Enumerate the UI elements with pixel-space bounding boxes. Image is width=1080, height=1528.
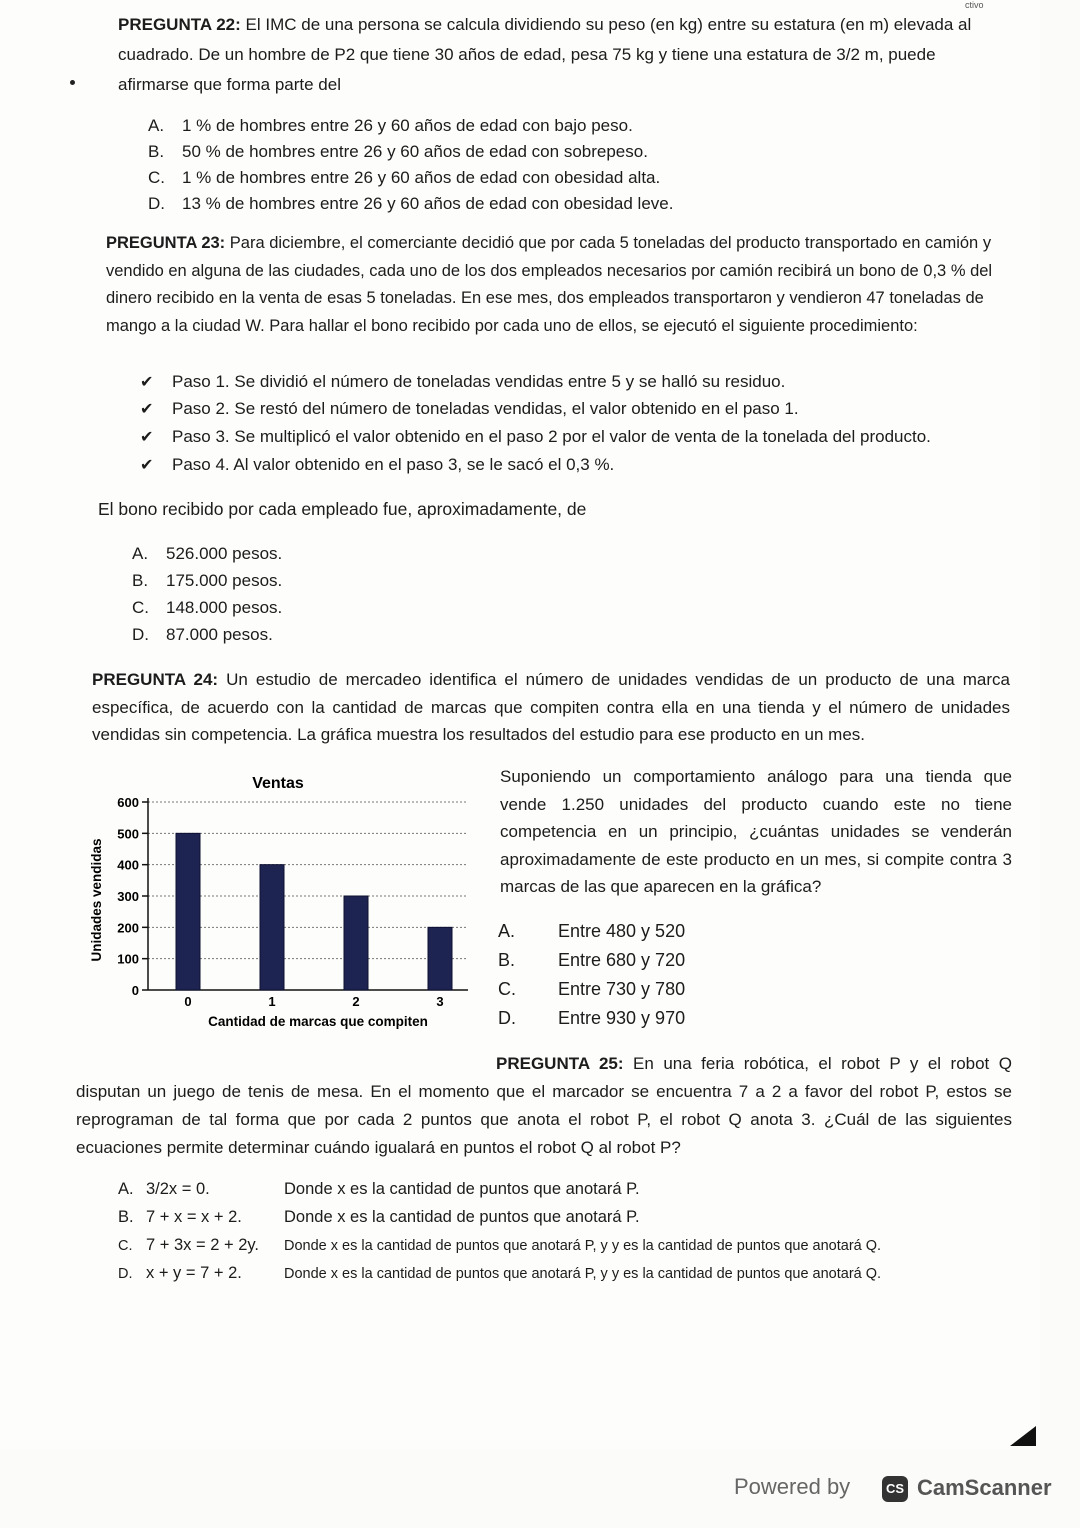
y-tick-label-600: 600 xyxy=(117,795,139,810)
y-tick-label-200: 200 xyxy=(117,920,139,936)
q22-option-a: A. 1 % de hombres entre 26 y 60 años de edad con bajo peso. xyxy=(148,116,633,135)
q22-statement xyxy=(118,10,1008,100)
q23-option-b: B. 175.000 pesos. xyxy=(132,571,283,590)
q22-text: El IMC de una persona se calcula dividiendo su peso (en kg) entre su estatura (en m) elevada al cuadrado. De un hombre de P2 que tiene 30 años de edad, pesa 75 kg y tiene una estatura de 3/2 m, puede afirmarse que forma parte del xyxy=(118,15,972,94)
q23-step-4: ✔ Paso 4. Al valor obtenido en el paso 3, se le sacó el 0,3 %. xyxy=(140,455,615,474)
q25-option-b: B. 7 + x = x + 2. Donde x es la cantidad de puntos que anotará P. xyxy=(118,1208,640,1226)
y-axis-label: Unidades vendidas xyxy=(89,838,104,962)
q23-step-1: ✔ Paso 1. Se dividió el número de toneladas vendidas entre 5 y se halló su residuo. xyxy=(140,372,786,391)
page-corner-fold xyxy=(1010,1426,1036,1446)
corner-tag: ctivo xyxy=(965,0,984,10)
sales-bar-chart xyxy=(80,762,480,1042)
q23-question: El bono recibido por cada empleado fue, aproximadamente, de xyxy=(98,499,587,519)
x-tick-label-0: 0 xyxy=(184,994,192,1009)
q24-option-c: C. Entre 730 y 780 xyxy=(498,979,686,999)
bar-2 xyxy=(344,896,368,990)
q23-step-3: ✔ Paso 3. Se multiplicó el valor obtenido en el paso 2 por el valor de venta de la tonelada del producto. xyxy=(140,427,931,446)
powered-by-text: Powered by xyxy=(734,1474,851,1499)
camscanner-logo-icon: CS xyxy=(882,1476,908,1502)
q24-option-d: D. Entre 930 y 970 xyxy=(498,1008,686,1028)
q24-option-a: A. Entre 480 y 520 xyxy=(498,921,686,941)
q23-option-a: A. 526.000 pesos. xyxy=(132,544,283,563)
q24-label: PREGUNTA 24: xyxy=(92,670,219,689)
y-tick-label-300: 300 xyxy=(117,889,139,904)
q22-option-d: D. 13 % de hombres entre 26 y 60 años de edad con obesidad leve. xyxy=(148,194,674,213)
camscanner-brand: CamScanner xyxy=(917,1475,1052,1500)
bar-0 xyxy=(176,833,200,990)
q25-statement xyxy=(76,1050,1012,1162)
q25-label: PREGUNTA 25: xyxy=(496,1054,624,1073)
q24-side-question: Suponiendo un comportamiento análogo para una tienda que vende 1.250 unidades del producto cuando este no tiene competencia en un principio, ¿cuántas unidades se venderán aproximadamente de este producto en un mes, si compite contra 3 marcas de las que aparecen en la gráfica? xyxy=(500,767,1012,896)
x-tick-label-3: 3 xyxy=(436,994,444,1009)
q23-statement xyxy=(106,230,1010,340)
q24-text: Un estudio de mercadeo identifica el número de unidades vendidas de un producto de una marca específica, de acuerdo con la cantidad de marcas que compiten contra ella en una tienda y el número de unidades vendidas sin competencia. La gráfica muestra los resultados del estudio para ese producto en un mes. xyxy=(92,670,1011,744)
scan-dot xyxy=(70,80,75,85)
q25-text: En una feria robótica, el robot P y el robot Q disputan un juego de tenis de mesa. En el momento que el marcador se encuentra 7 a 2 a favor del robot P, estos se reprograman de tal forma que por cada 2 puntos que anota el robot P, el robot Q anota 3. ¿Cuál de las siguientes ecuaciones permite determinar cuándo igualará en puntos el robot Q al robot P? xyxy=(76,1054,1012,1157)
x-axis-label: Cantidad de marcas que compiten xyxy=(208,1014,428,1029)
q23-label: PREGUNTA 23: xyxy=(106,234,226,252)
q24-option-b: B. Entre 680 y 720 xyxy=(498,950,686,970)
bar-1 xyxy=(260,865,284,990)
chart-title: Ventas xyxy=(252,775,304,792)
x-tick-label-1: 1 xyxy=(268,994,276,1009)
q22-option-c: C. 1 % de hombres entre 26 y 60 años de edad con obesidad alta. xyxy=(148,168,661,187)
q23-text: Para diciembre, el comerciante decidió que por cada 5 toneladas del producto transportado en camión y vendido en alguna de las ciudades, cada uno de los dos empleados necesarios por camión recibirá un bono de 0,3 % del dinero recibido en la venta de esas 5 toneladas. En ese mes, dos empleados transportaron y vendieron 47 toneladas de mango a la ciudad W. Para hallar el bono recibido por cada uno de ellos, se ejecutó el siguiente procedimiento: xyxy=(106,234,993,335)
q22-label: PREGUNTA 22: xyxy=(118,15,241,34)
q23-option-d: D. 87.000 pesos. xyxy=(132,625,273,644)
q22-option-b: B. 50 % de hombres entre 26 y 60 años de edad con sobrepeso. xyxy=(148,142,648,161)
q24-statement xyxy=(92,666,1010,749)
bar-3 xyxy=(428,927,452,990)
q23-option-c: C. 148.000 pesos. xyxy=(132,598,283,617)
y-tick-label-500: 500 xyxy=(117,826,139,842)
q25-option-c: C. 7 + 3x = 2 + 2y. Donde x es la cantidad de puntos que anotará P, y y es la cantidad de puntos que anotará Q. xyxy=(118,1236,882,1254)
q23-step-2: ✔ Paso 2. Se restó del número de toneladas vendidas, el valor obtenido en el paso 1. xyxy=(140,399,799,418)
y-tick-label-100: 100 xyxy=(117,951,139,967)
q25-option-a: A. 3/2x = 0. Donde x es la cantidad de puntos que anotará P. xyxy=(118,1180,640,1198)
y-tick-label-400: 400 xyxy=(117,857,139,873)
camscanner-watermark xyxy=(730,1466,1060,1510)
x-tick-label-2: 2 xyxy=(352,994,360,1009)
q25-option-d: D. x + y = 7 + 2. Donde x es la cantidad de puntos que anotará P, y y es la cantidad de puntos que anotará Q. xyxy=(118,1264,882,1282)
y-tick-label-0: 0 xyxy=(131,983,139,998)
